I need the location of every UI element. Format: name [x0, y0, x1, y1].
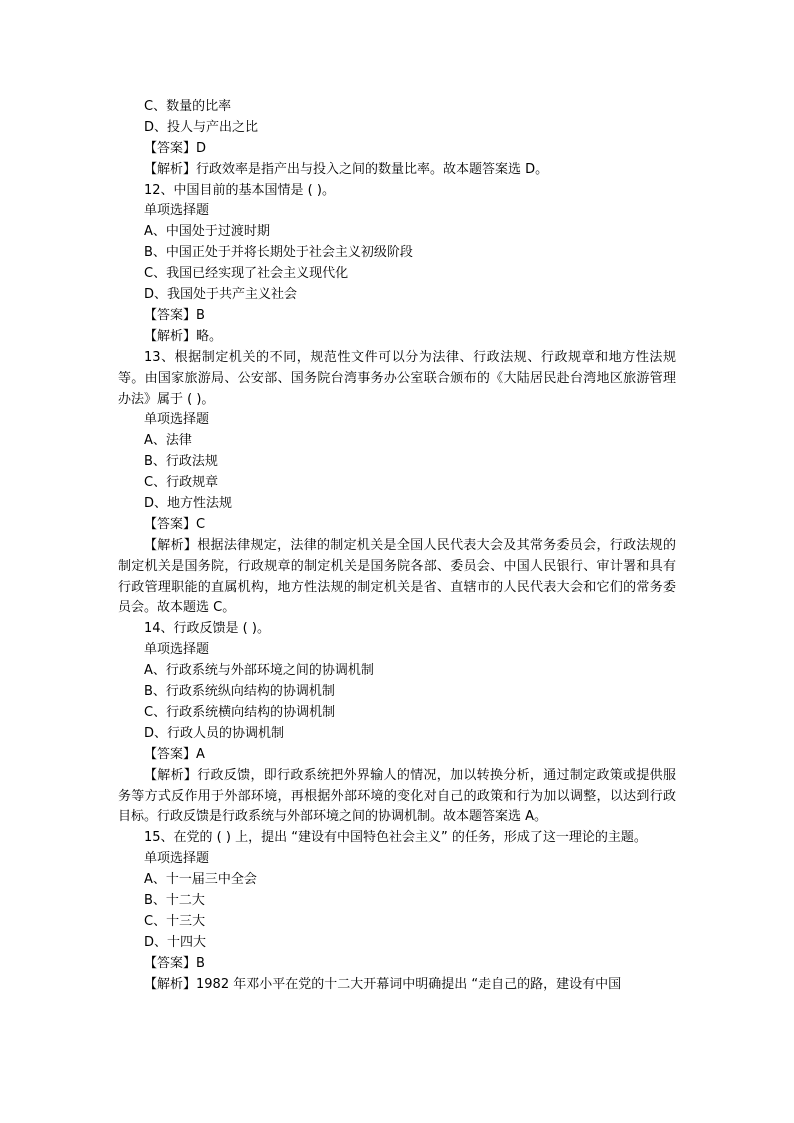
q12-option-b: B、中国正处于并将长期处于社会主义初级阶段 [144, 245, 413, 261]
q12-option-c: C、我国已经实现了社会主义现代化 [144, 266, 349, 282]
q15-option-a: A、十一届三中全会 [144, 872, 257, 888]
q14-question: 14、行政反馈是 ( )。 [144, 621, 270, 637]
q13-answer: 【答案】C [144, 516, 206, 532]
q15-option-b: B、十二大 [144, 893, 205, 909]
q14-option-a: A、行政系统与外部环境之间的协调机制 [144, 663, 374, 679]
q13-option-d: D、地方性法规 [144, 495, 233, 511]
document-page [118, 97, 676, 995]
q13-option-a: A、法律 [144, 433, 192, 449]
q13-analysis: 【解析】根据法律规定，法律的制定机关是全国人民代表大会及其常务委员会，行政法规的制定机关是国务院，行政规章的制定机关是国务院各部、委员会、中国人民银行、审计署和具有行政管理职能的直属机构，地方性法规的制定机关是省、直辖市的人民代表大会和它们的常务委员会。故本题选 C。 [118, 537, 676, 616]
q13-option-c: C、行政规章 [144, 475, 219, 491]
q13-option-b: B、行政法规 [144, 454, 218, 470]
q15-analysis: 【解析】1982 年邓小平在党的十二大开幕词中明确提出 “走自己的路，建设有中国 [144, 976, 622, 992]
q14-answer: 【答案】A [144, 746, 205, 762]
q11-answer: 【答案】D [144, 140, 207, 156]
q15-answer: 【答案】B [144, 955, 205, 971]
q14-option-d: D、行政人员的协调机制 [144, 725, 285, 741]
q14-analysis: 【解析】行政反馈，即行政系统把外界输人的情况，加以转换分析，通过制定政策或提供服务等方式反作用于外部环境，再根据外部环境的变化对自己的政策和行为加以调整，以达到行政目标。行政反馈是行政系统与外部环境之间的协调机制。故本题答案选 A。 [118, 767, 676, 825]
q12-option-a: A、中国处于过渡时期 [144, 224, 270, 240]
q13-question: 13、根据制定机关的不同，规范性文件可以分为法律、行政法规、行政规章和地方性法规等。由国家旅游局、公安部、国务院台湾事务办公室联合颁布的《大陆居民赴台湾地区旅游管理办法》属于 ( )。 [118, 349, 676, 407]
q14-option-b: B、行政系统纵向结构的协调机制 [144, 684, 335, 700]
q15-option-c: C、十三大 [144, 913, 206, 929]
q15-question: 15、在党的 ( ) 上，提出 “建设有中国特色社会主义” 的任务，形成了这一理论的主题。 [144, 830, 647, 846]
q12-answer: 【答案】B [144, 307, 205, 323]
q12-question: 12、中国目前的基本国情是 ( )。 [144, 182, 335, 198]
q11-option-c: C、数量的比率 [144, 99, 232, 114]
q12-analysis: 【解析】略。 [144, 328, 223, 344]
q12-option-d: D、我国处于共产主义社会 [144, 287, 298, 303]
q15-option-d: D、十四大 [144, 934, 207, 950]
q11-option-d: D、投人与产出之比 [144, 119, 259, 135]
q12-type: 单项选择题 [144, 203, 210, 219]
q13-type: 单项选择题 [144, 412, 210, 428]
q14-type: 单项选择题 [144, 642, 210, 658]
q14-option-c: C、行政系统横向结构的协调机制 [144, 704, 336, 720]
q11-analysis: 【解析】行政效率是指产出与投入之间的数量比率。故本题答案选 D。 [144, 161, 549, 177]
q15-type: 单项选择题 [144, 851, 210, 867]
